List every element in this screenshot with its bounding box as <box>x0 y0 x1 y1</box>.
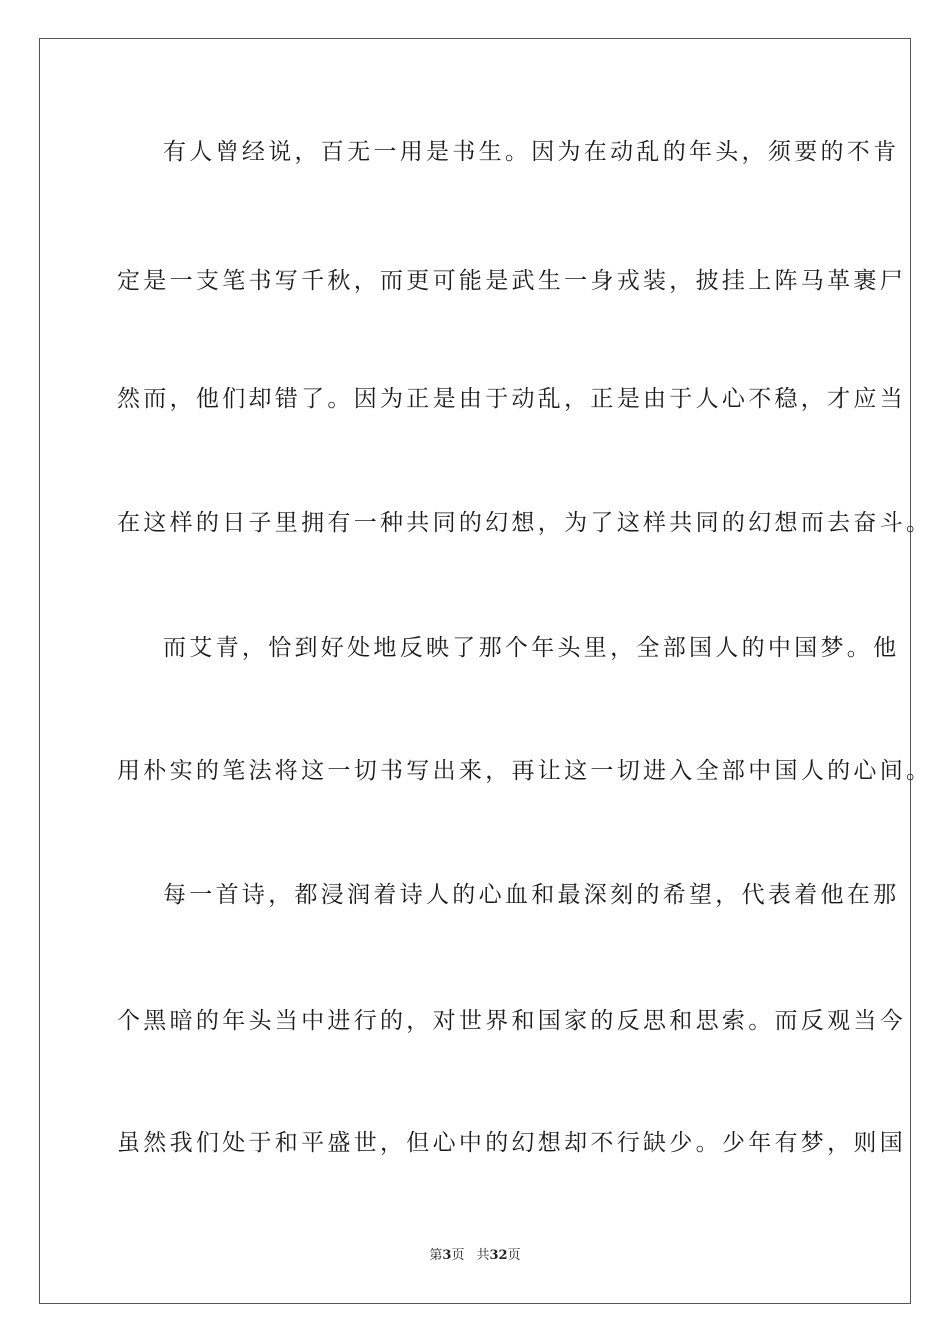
paragraph-3-line-2: 个黑暗的年头当中进行的，对世界和国家的反思和思索。而反观当今 <box>117 1008 906 1034</box>
paragraph-3-line-3: 虽然我们处于和平盛世，但心中的幻想却不行缺少。少年有梦，则国 <box>117 1130 906 1156</box>
page-prefix: 第 <box>429 1248 443 1263</box>
total-suffix: 页 <box>507 1248 521 1263</box>
paragraph-1-line-4: 在这样的日子里拥有一种共同的幻想，为了这样共同的幻想而去奋斗。 <box>117 510 933 536</box>
total-page-number: 32 <box>489 1248 508 1263</box>
paragraph-2-line-2: 用朴实的笔法将这一切书写出来，再让这一切进入全部中国人的心间。 <box>117 758 933 784</box>
total-prefix: 共 <box>476 1248 490 1263</box>
page-footer <box>0 1247 950 1265</box>
paragraph-2-line-1: 而艾青，恰到好处地反映了那个年头里，全部国人的中国梦。他 <box>163 635 900 661</box>
paragraph-3-line-1: 每一首诗，都浸润着诗人的心血和最深刻的希望，代表着他在那 <box>163 882 900 908</box>
paragraph-1-line-3: 然而，他们却错了。因为正是由于动乱，正是由于人心不稳，才应当 <box>117 386 906 412</box>
current-page-number: 3 <box>442 1248 452 1263</box>
paragraph-1-line-1: 有人曾经说，百无一用是书生。因为在动乱的年头，须要的不肯 <box>163 139 900 165</box>
page-suffix: 页 <box>451 1248 465 1263</box>
page-border <box>39 38 911 1304</box>
paragraph-1-line-2: 定是一支笔书写千秋，而更可能是武生一身戎装，披挂上阵马革裹尸 <box>117 268 906 294</box>
